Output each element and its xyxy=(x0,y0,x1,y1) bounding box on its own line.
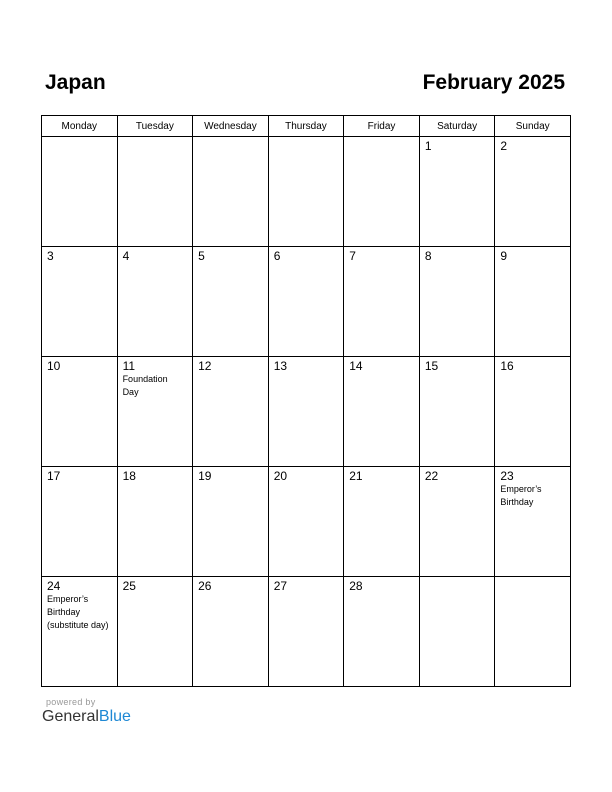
brand-logo xyxy=(42,708,131,726)
week-row xyxy=(42,357,571,467)
day-cell xyxy=(193,577,269,687)
day-cell xyxy=(117,247,193,357)
brand-general: General xyxy=(42,708,99,725)
week-row xyxy=(42,247,571,357)
weekday-header: Tuesday xyxy=(117,116,193,137)
month-title: February 2025 xyxy=(422,71,565,94)
day-number: 15 xyxy=(424,359,439,373)
day-cell xyxy=(344,577,420,687)
day-cell xyxy=(344,467,420,577)
day-number: 9 xyxy=(500,249,508,263)
day-cell xyxy=(419,467,495,577)
day-cell xyxy=(495,577,571,687)
day-cell xyxy=(419,137,495,247)
day-cell xyxy=(419,357,495,467)
day-cell xyxy=(268,137,344,247)
holiday-label: Foundation xyxy=(122,374,168,384)
day-number: 3 xyxy=(47,249,54,263)
day-cell xyxy=(193,137,269,247)
day-cell xyxy=(42,137,118,247)
day-number: 26 xyxy=(198,579,212,593)
day-number: 16 xyxy=(500,359,514,373)
day-number: 5 xyxy=(198,249,205,263)
day-number: 19 xyxy=(198,469,212,483)
day-number: 17 xyxy=(47,469,61,483)
day-cell xyxy=(419,247,495,357)
country-title: Japan xyxy=(45,71,106,94)
day-cell xyxy=(117,467,193,577)
holiday-label: Day xyxy=(122,387,139,397)
holiday-label: Birthday xyxy=(500,497,534,507)
day-cell xyxy=(42,467,118,577)
calendar-grid xyxy=(41,115,571,687)
day-number: 1 xyxy=(424,139,432,153)
day-cell xyxy=(117,577,193,687)
day-number: 8 xyxy=(424,249,432,263)
week-row xyxy=(42,137,571,247)
day-cell xyxy=(268,467,344,577)
powered-by-text: powered by xyxy=(46,697,96,707)
day-number: 24 xyxy=(47,579,61,593)
week-row xyxy=(42,467,571,577)
day-number: 10 xyxy=(47,359,61,373)
footer-logo xyxy=(42,697,131,726)
day-cell xyxy=(193,467,269,577)
day-number: 11 xyxy=(122,359,136,373)
weekday-header: Saturday xyxy=(419,116,495,137)
day-cell xyxy=(495,247,571,357)
day-number: 13 xyxy=(273,359,288,373)
holiday-label: Emperor’s xyxy=(500,484,542,494)
day-cell xyxy=(42,577,118,687)
day-number: 6 xyxy=(273,249,281,263)
day-number: 18 xyxy=(122,469,136,483)
day-cell xyxy=(42,247,118,357)
day-number: 2 xyxy=(500,139,508,153)
day-number: 20 xyxy=(273,469,288,483)
weekday-header: Thursday xyxy=(268,116,344,137)
day-cell xyxy=(344,357,420,467)
weekday-header: Wednesday xyxy=(193,116,269,137)
day-cell xyxy=(117,357,193,467)
weekday-header: Friday xyxy=(344,116,420,137)
holiday-label: Emperor’s xyxy=(47,594,89,604)
day-cell xyxy=(419,577,495,687)
weekday-header: Sunday xyxy=(495,116,571,137)
brand-blue: Blue xyxy=(98,708,131,725)
day-number: 27 xyxy=(273,579,288,593)
day-cell xyxy=(495,467,571,577)
holiday-label: Birthday xyxy=(47,607,81,617)
holiday-label: (substitute day) xyxy=(47,620,109,630)
day-cell xyxy=(344,247,420,357)
day-cell xyxy=(42,357,118,467)
day-cell xyxy=(193,357,269,467)
day-number: 7 xyxy=(349,249,356,263)
day-cell xyxy=(495,137,571,247)
day-number: 25 xyxy=(122,579,136,593)
day-number: 14 xyxy=(349,359,363,373)
day-cell xyxy=(268,247,344,357)
day-number: 22 xyxy=(424,469,439,483)
day-cell xyxy=(344,137,420,247)
day-cell xyxy=(268,357,344,467)
day-number: 12 xyxy=(198,359,212,373)
day-cell xyxy=(117,137,193,247)
day-cell xyxy=(495,357,571,467)
day-cell xyxy=(268,577,344,687)
week-row xyxy=(42,577,571,687)
day-number: 28 xyxy=(349,579,363,593)
day-number: 21 xyxy=(349,469,363,483)
day-number: 4 xyxy=(122,249,130,263)
day-number: 23 xyxy=(500,469,514,483)
weekday-header: Monday xyxy=(42,116,118,137)
day-cell xyxy=(193,247,269,357)
weekday-header-row xyxy=(42,116,571,137)
